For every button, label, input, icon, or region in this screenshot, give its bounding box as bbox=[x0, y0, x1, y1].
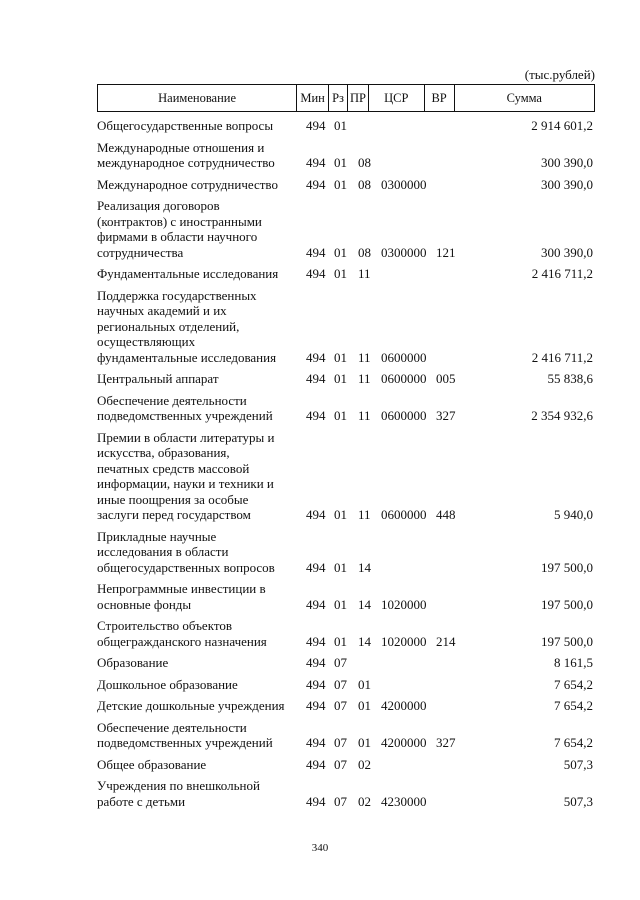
row-rz: 01 bbox=[334, 507, 347, 522]
row-name: Дошкольное образование bbox=[97, 676, 238, 692]
row-sum: 8 161,5 bbox=[554, 655, 593, 670]
row-pr: 08 bbox=[358, 176, 371, 192]
table-row bbox=[97, 198, 595, 260]
row-sum: 55 838,6 bbox=[547, 371, 593, 386]
row-pr: 11 bbox=[358, 266, 371, 281]
row-csr: 1020000 bbox=[381, 633, 427, 649]
row-min: 494 bbox=[306, 408, 326, 423]
row-pr: 11 bbox=[358, 371, 371, 386]
row-sum: 197 500,0 bbox=[541, 633, 593, 649]
row-rz: 07 bbox=[334, 698, 347, 713]
row-min: 494 bbox=[306, 676, 326, 692]
row-rz: 01 bbox=[334, 559, 347, 575]
row-min: 494 bbox=[306, 349, 326, 365]
row-name: Международное сотрудничество bbox=[97, 176, 278, 192]
row-name: Международные отношения и международное сотрудничество bbox=[97, 139, 275, 170]
row-min: 494 bbox=[306, 559, 326, 575]
units-note: (тыс.рублей) bbox=[524, 67, 595, 82]
row-min: 494 bbox=[306, 176, 326, 192]
row-name: Общее образование bbox=[97, 756, 207, 772]
row-name: Прикладные научные исследования в области общегосударственных вопросов bbox=[97, 528, 275, 575]
row-pr: 02 bbox=[358, 756, 371, 772]
row-pr: 01 bbox=[358, 698, 371, 713]
header-pr: ПР bbox=[348, 85, 369, 111]
row-min: 494 bbox=[306, 118, 326, 133]
row-sum: 5 940,0 bbox=[554, 507, 593, 522]
row-pr: 14 bbox=[358, 633, 371, 649]
row-rz: 07 bbox=[334, 793, 347, 809]
row-name: Непрограммные инвестиции в основные фонды bbox=[97, 581, 266, 612]
row-name: Обеспечение деятельности подведомственных учреждений bbox=[97, 392, 273, 423]
row-csr: 4230000 bbox=[381, 793, 427, 809]
row-rz: 01 bbox=[334, 349, 347, 365]
header-vr: ВР bbox=[425, 85, 455, 111]
row-name: Общегосударственные вопросы bbox=[97, 118, 274, 133]
row-pr: 01 bbox=[358, 735, 371, 750]
row-min: 494 bbox=[306, 698, 326, 713]
table-row bbox=[97, 371, 595, 387]
row-sum: 2 354 932,6 bbox=[531, 408, 593, 423]
table-row bbox=[97, 393, 595, 424]
row-name: Фундаментальные исследования bbox=[97, 266, 279, 281]
row-sum: 300 390,0 bbox=[541, 244, 593, 260]
row-csr: 0600000 bbox=[381, 349, 427, 365]
row-sum: 197 500,0 bbox=[541, 596, 593, 612]
row-min: 494 bbox=[306, 633, 326, 649]
row-pr: 11 bbox=[358, 507, 371, 522]
table-header bbox=[97, 84, 595, 112]
row-pr: 08 bbox=[358, 155, 371, 170]
row-name: Детские дошкольные учреждения bbox=[97, 698, 285, 713]
table-row bbox=[97, 778, 595, 809]
table-row bbox=[97, 581, 595, 612]
row-name: Центральный аппарат bbox=[97, 371, 219, 386]
row-pr: 08 bbox=[358, 244, 371, 260]
row-name: Премии в области литературы и искусства, образования, печатных средств массовой информации, науки и техники и иные поощрения за особые заслуги перед государством bbox=[97, 429, 275, 522]
row-rz: 01 bbox=[334, 596, 347, 612]
row-rz: 01 bbox=[334, 266, 347, 281]
row-csr: 0600000 bbox=[381, 507, 427, 522]
row-sum: 300 390,0 bbox=[541, 176, 593, 192]
row-name: Учреждения по внешкольной работе с детьми bbox=[97, 778, 260, 809]
row-csr: 1020000 bbox=[381, 596, 427, 612]
row-min: 494 bbox=[306, 735, 326, 750]
row-vr: 005 bbox=[436, 371, 456, 386]
table-row bbox=[97, 757, 595, 773]
row-rz: 01 bbox=[334, 371, 347, 386]
row-name: Поддержка государственных научных академий и их региональных отделений, осуществляющих фундаментальные исследования bbox=[97, 287, 277, 365]
row-pr: 01 bbox=[358, 676, 371, 692]
row-name: Реализация договоров (контрактов) с иностранными фирмами в области научного сотрудничества bbox=[97, 198, 262, 260]
row-name: Образование bbox=[97, 655, 169, 670]
row-sum: 300 390,0 bbox=[541, 155, 593, 170]
row-csr: 0300000 bbox=[381, 244, 427, 260]
row-csr: 0300000 bbox=[381, 176, 427, 192]
row-sum: 2 914 601,2 bbox=[531, 118, 593, 133]
row-sum: 197 500,0 bbox=[541, 559, 593, 575]
table-row bbox=[97, 177, 595, 193]
row-sum: 7 654,2 bbox=[554, 698, 593, 713]
row-pr: 11 bbox=[358, 349, 371, 365]
table-row bbox=[97, 430, 595, 523]
table-row bbox=[97, 140, 595, 171]
row-vr: 448 bbox=[436, 507, 456, 522]
table-row bbox=[97, 698, 595, 714]
table-body bbox=[97, 118, 595, 815]
row-pr: 14 bbox=[358, 559, 371, 575]
row-rz: 07 bbox=[334, 756, 347, 772]
row-sum: 507,3 bbox=[563, 793, 593, 809]
row-vr: 214 bbox=[436, 633, 456, 649]
table-row bbox=[97, 677, 595, 693]
table-row bbox=[97, 655, 595, 671]
row-pr: 11 bbox=[358, 408, 371, 423]
row-csr: 4200000 bbox=[381, 735, 427, 750]
row-sum: 507,3 bbox=[563, 756, 593, 772]
row-vr: 327 bbox=[436, 408, 456, 423]
row-min: 494 bbox=[306, 793, 326, 809]
row-sum: 7 654,2 bbox=[554, 735, 593, 750]
header-sum: Сумма bbox=[506, 90, 542, 105]
row-csr: 4200000 bbox=[381, 698, 427, 713]
row-rz: 01 bbox=[334, 244, 347, 260]
row-rz: 01 bbox=[334, 633, 347, 649]
row-csr: 0600000 bbox=[381, 408, 427, 423]
row-rz: 01 bbox=[334, 176, 347, 192]
row-min: 494 bbox=[306, 371, 326, 386]
row-rz: 01 bbox=[334, 155, 347, 170]
row-pr: 14 bbox=[358, 596, 371, 612]
row-sum: 2 416 711,2 bbox=[531, 349, 593, 365]
page-number: 340 bbox=[311, 842, 329, 854]
row-min: 494 bbox=[306, 155, 326, 170]
header-min: Мин bbox=[297, 85, 329, 111]
row-rz: 01 bbox=[334, 118, 347, 133]
header-name: Наименование bbox=[98, 85, 297, 111]
row-sum: 7 654,2 bbox=[554, 676, 593, 692]
header-rz: Рз bbox=[329, 85, 348, 111]
table-row bbox=[97, 288, 595, 366]
row-min: 494 bbox=[306, 655, 326, 670]
table-row bbox=[97, 720, 595, 751]
row-min: 494 bbox=[306, 507, 326, 522]
row-rz: 01 bbox=[334, 408, 347, 423]
table-row bbox=[97, 118, 595, 134]
row-vr: 327 bbox=[436, 735, 456, 750]
row-name: Строительство объектов общегражданского назначения bbox=[97, 618, 267, 649]
row-rz: 07 bbox=[334, 655, 347, 670]
row-min: 494 bbox=[306, 596, 326, 612]
row-vr: 121 bbox=[436, 244, 456, 260]
row-rz: 07 bbox=[334, 735, 347, 750]
row-name: Обеспечение деятельности подведомственных учреждений bbox=[97, 719, 273, 750]
row-pr: 02 bbox=[358, 793, 371, 809]
row-csr: 0600000 bbox=[381, 371, 427, 386]
table-row bbox=[97, 618, 595, 649]
table-row bbox=[97, 529, 595, 576]
row-sum: 2 416 711,2 bbox=[531, 266, 593, 281]
row-rz: 07 bbox=[334, 676, 347, 692]
row-min: 494 bbox=[306, 756, 326, 772]
row-min: 494 bbox=[306, 244, 326, 260]
row-min: 494 bbox=[306, 266, 326, 281]
header-csr: ЦСР bbox=[369, 85, 425, 111]
table-row bbox=[97, 266, 595, 282]
